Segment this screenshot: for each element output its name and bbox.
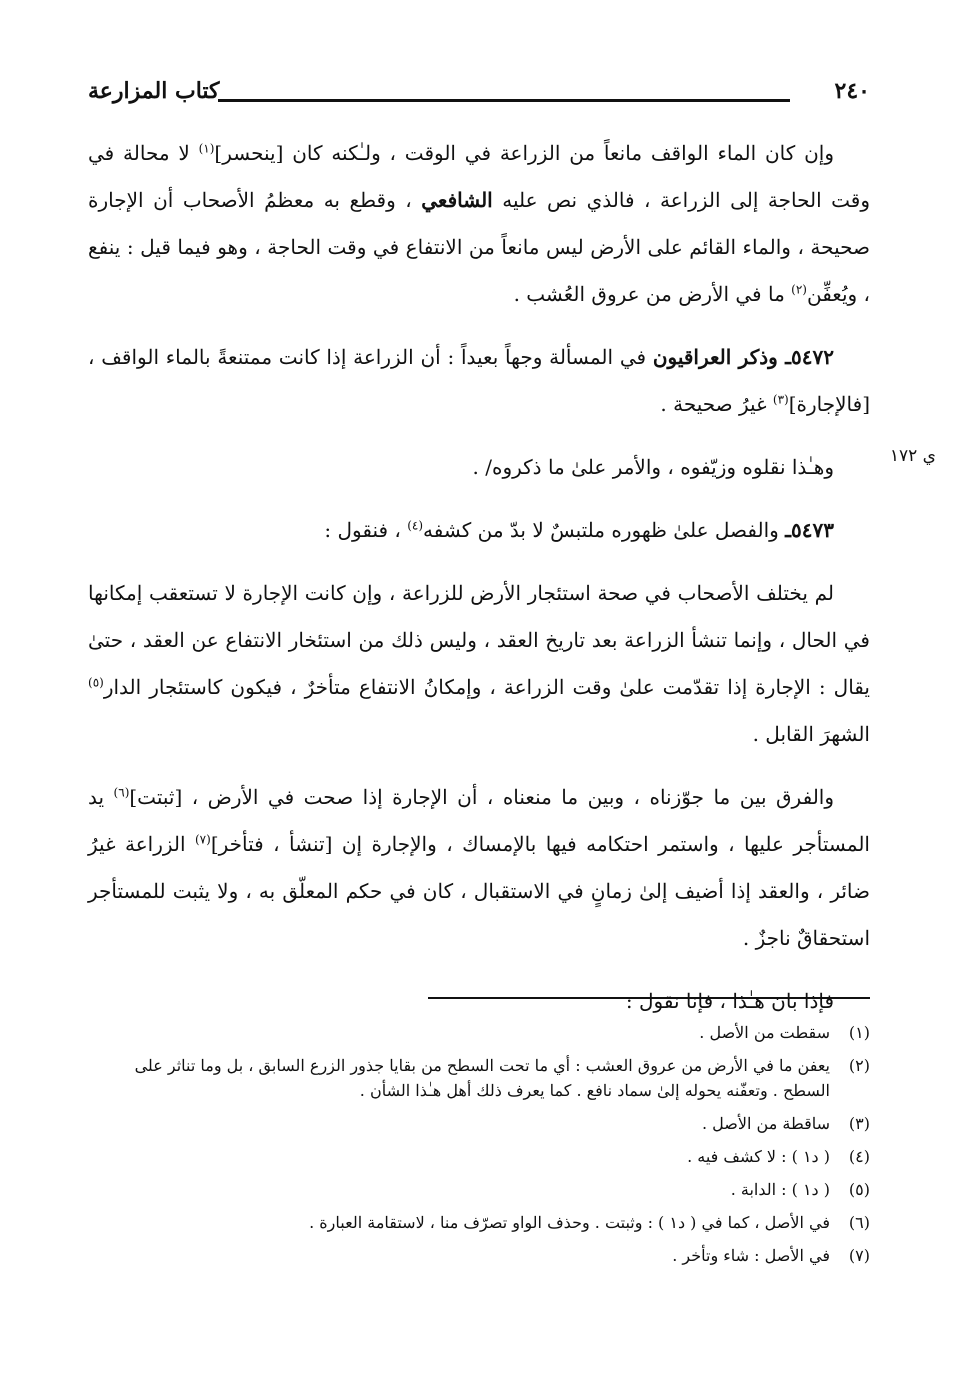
main-text	[88, 130, 870, 1025]
footnote-ref-7: (٧)	[194, 832, 211, 847]
bold-name: الشافعي	[421, 188, 493, 212]
paragraph-6: والفرق بين ما جوّزناه ، وبين ما منعناه ، أن الإجارة إذا صحت في الأرض ، [ثبتت]$^{(٦)}$ يد المستأجر عليها ، واستمر احتكامه فيها بالإمساك ، والإجارة إن [تنشأ ، فتأخر]$^{(٧)}$ الزراعة غيرُ ضائر ، والعقد إذا أضيف إلىٰ زمانٍ في الاستقبال ، كان في حكم المعلّق به ، ولا يثبت للمستأجر استحقاقٌ ناجزٌ .	[88, 785, 870, 950]
footnote-ref-1: (١)	[198, 141, 215, 156]
footnote: (٥) ( د١ ) : الدابة .	[730, 1180, 870, 1199]
paragraph-2: ٥٤٧٢ـ وذكر العراقيون في المسألة وجهاً بعيداً : أن الزراعة إذا كانت ممتنعةً بالماء الواقف ، [فالإجارة]$^{(٣)}$ غيرُ صحيحة .	[88, 345, 870, 416]
footnote: (٧) في الأصل : شاء وتأخر .	[672, 1246, 870, 1265]
footnote-ref-5: (٥)	[88, 675, 104, 690]
footnote-ref-6: (٦)	[113, 785, 130, 800]
footnote-ref-2: (٢)	[791, 282, 807, 297]
section-number: ٥٤٧٢ـ	[785, 345, 834, 369]
footnote: (٣) ساقطة من الأصل .	[702, 1114, 870, 1133]
page-number: ٢٤٠	[834, 78, 870, 104]
book-title: كتاب المزارعة	[88, 78, 220, 104]
section-number: ٥٤٧٣ـ	[785, 518, 834, 542]
footnote: (٢) يعفن ما في الأرض من عروق العشب : أي ما تحت السطح من بقايا جذور الزرع السابق ، بل وما تناثر على السطح . وتعفّنه يحوله إلىٰ سماد نافع . كما يعرف ذلك أهل هـٰذا الشأن .	[134, 1056, 870, 1100]
page-header	[88, 76, 870, 116]
margin-page-reference: ي ١٧٢	[889, 446, 936, 466]
footnotes	[88, 1020, 870, 1276]
paragraph-7: فإذا بان هـٰذا ، فإنا نقول :	[625, 989, 834, 1013]
paragraph-4: ٥٤٧٣ـ والفصل علىٰ ظهوره ملتبسٌ لا بدّ من كشفه$^{(٤)}$ ، فنقول :	[324, 518, 834, 542]
footnote: (١) سقطت من الأصل .	[699, 1023, 870, 1042]
footnote: (٦) في الأصل ، كما في ( د١ ) : وثبتت . وحذف الواو تصرّف منا ، لاستقامة العبارة .	[309, 1213, 870, 1232]
footnote-ref-3: (٣)	[772, 392, 789, 407]
paragraph-5: لم يختلف الأصحاب في صحة استئجار الأرض للزراعة ، وإن كانت الإجارة لا تستعقب إمكانها في الحال ، وإنما تنشأ الزراعة بعد تاريخ العقد ، وليس ذلك من استئخار الانتفاع عن العقد ، حتىٰ يقال : الإجارة إذا تقدّمت علىٰ وقت الزراعة ، وإمكانُ الانتفاع متأخرٌ ، فيكون كاستئجار الدار$^{(٥)}$ الشهرَ القابل .	[88, 581, 870, 746]
header-rule	[218, 99, 790, 102]
footnote-ref-4: (٤)	[407, 518, 424, 533]
footnote-separator	[428, 997, 870, 999]
paragraph-1: وإن كان الماء الواقف مانعاً من الزراعة في الوقت ، ولـٰكنه كان [ينحسر]$^{(١)}$ لا محالة في وقت الحاجة إلى الزراعة ، فالذي نص عليه الشافعي ، وقطع به معظمُ الأصحاب أن الإجارة صحيحة ، والماء القائم على الأرض ليس مانعاً من الانتفاع في وقت الحاجة ، وهو فيما قيل : ينفع ، ويُعفِّن$^{(٢)}$ ما في الأرض من عروق العُشب .	[88, 141, 871, 306]
paragraph-3: وهـٰذا نقلوه وزيّفوه ، والأمر علىٰ ما ذكروه/ .	[472, 455, 834, 479]
footnote: (٤) ( د١ ) : لا كشف فيه .	[687, 1147, 870, 1166]
